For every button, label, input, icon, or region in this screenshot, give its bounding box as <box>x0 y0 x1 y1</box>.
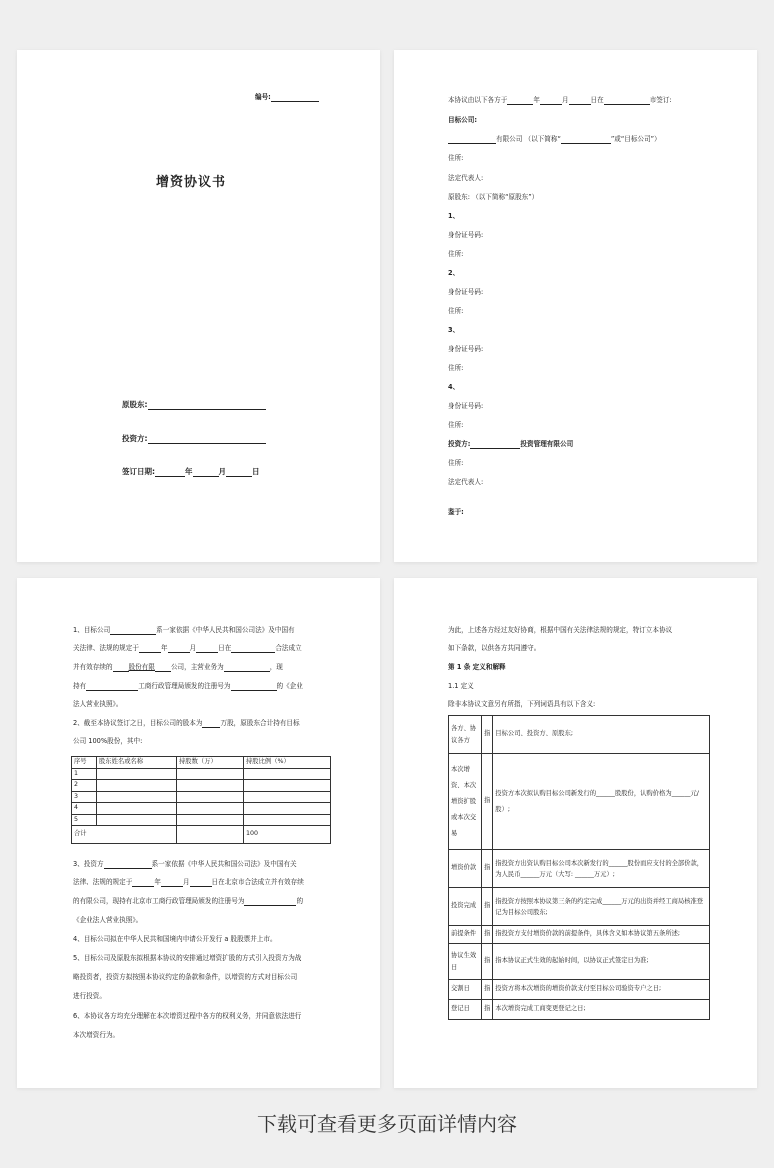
table-row <box>72 803 331 815</box>
recital-6-line: 本次增资行为。 <box>73 1031 120 1039</box>
investor-label: 投资方: <box>122 434 148 443</box>
recital-4-line: 4、目标公司拟在中华人民共和国境内申请公开发行 a 股股票并上市。 <box>73 935 277 943</box>
definition-meaning: 投资方本次拟认购目标公司新发行的______股股份，认购价格为______元/股）; <box>493 754 710 850</box>
target-company-alias: ”或“目标公司”） <box>610 135 661 143</box>
blank-line <box>507 96 533 105</box>
recital-3-line: 的有限公司，现持有北京市工商行政管理局颁发的注册号为 的 <box>73 897 304 905</box>
table-row <box>449 754 710 850</box>
blank-line <box>155 468 185 477</box>
blank-line <box>604 96 650 105</box>
definition-ref: 指 <box>482 1000 493 1020</box>
definition-meaning: 指投资方按照本协议第三条的约定完成______万元的出资并经工商局核准登记为目标公司股东; <box>493 888 710 926</box>
definitions-page <box>394 578 757 1088</box>
definition-ref: 指 <box>482 944 493 980</box>
table-row <box>449 944 710 980</box>
download-more-caption[interactable]: 下载可查看更多页面详情内容 <box>257 1112 517 1136</box>
definition-meaning: 本次增资完成工商变更登记之日; <box>493 1000 710 1020</box>
recital-3-line: 法律、法规的规定于 年 月 日在北京市合法成立并有效存续 <box>73 878 304 886</box>
residence-label: 住所: <box>448 364 464 372</box>
recital-3-line: 《企业法人营业执照》。 <box>73 916 143 924</box>
definition-ref: 指 <box>482 926 493 944</box>
definition-ref: 指 <box>482 716 493 754</box>
recital-5-line: 进行投资。 <box>73 992 106 1000</box>
definition-term: 登记日 <box>449 1000 482 1020</box>
table-header: 持股比例（%） <box>244 757 331 769</box>
recital-5-line: 略投资者，投资方拟按照本协议约定的条款和条件，以增资的方式对目标公司 <box>73 973 298 981</box>
table-row <box>72 768 331 780</box>
definition-term: 交割日 <box>449 980 482 1000</box>
sign-date-field <box>122 467 260 477</box>
target-company-text: 有限公司 （以下简称“ <box>496 135 561 143</box>
intro-year: 年 <box>533 96 540 104</box>
definition-term: 投资完成 <box>449 888 482 926</box>
blank-line <box>193 468 219 477</box>
table-cell: 1 <box>72 768 97 780</box>
blank-line <box>271 93 319 102</box>
preamble-line: 如下条款，以供各方共同遵守。 <box>448 644 541 652</box>
table-row <box>449 716 710 754</box>
recitals-page <box>17 578 380 1088</box>
table-cell: 2 <box>72 780 97 792</box>
definitions-intro: 除非本协议文意另有所指，下列词语具有以下含义: <box>448 700 596 708</box>
table-header: 持股数（万） <box>177 757 244 769</box>
month-label: 月 <box>218 467 226 476</box>
investor-field <box>122 434 266 444</box>
party-item-number: 1、 <box>448 212 460 220</box>
intro-day: 日在 <box>590 96 604 104</box>
blank-line <box>569 96 591 105</box>
blank-line <box>148 401 266 410</box>
investor-line <box>448 440 573 449</box>
number-field <box>255 93 319 102</box>
table-cell: 4 <box>72 803 97 815</box>
intro-month: 月 <box>561 96 569 104</box>
shareholder-table <box>71 756 331 844</box>
definition-term: 各方、协议各方 <box>449 716 482 754</box>
legal-rep-label: 法定代表人: <box>448 478 484 486</box>
residence-label: 住所: <box>448 154 464 162</box>
residence-label: 住所: <box>448 307 464 315</box>
table-total-label: 合计 <box>72 826 177 844</box>
blank-line <box>148 435 266 444</box>
blank-line <box>540 96 562 105</box>
whereas-label: 鉴于: <box>448 508 464 516</box>
definition-ref: 指 <box>482 850 493 888</box>
original-shareholder-label: 原股东: <box>122 400 148 409</box>
recital-1-line: 持有 工商行政管理局颁发的注册号为 的《企业 <box>73 682 303 690</box>
table-header: 股东姓名或名称 <box>97 757 177 769</box>
investor-label: 投资方: <box>448 440 471 448</box>
party-item-number: 3、 <box>448 326 460 334</box>
definition-meaning: 目标公司、投资方、原股东; <box>493 716 710 754</box>
table-total-value: 100 <box>244 826 331 844</box>
section-heading: 1.1 定义 <box>448 682 474 690</box>
definition-term: 增资价款 <box>449 850 482 888</box>
table-cell: 3 <box>72 791 97 803</box>
table-row <box>449 1000 710 1020</box>
id-number-label: 身份证号码: <box>448 345 484 353</box>
party-item-number: 2、 <box>448 269 460 277</box>
investor-company: 投资管理有限公司 <box>520 440 574 448</box>
recital-6-line: 6、本协议各方均充分理解在本次增资过程中各方的权利义务，并同意依法进行 <box>73 1012 302 1020</box>
definition-term: 前提条件 <box>449 926 482 944</box>
recital-1-line: 并有效存续的 股份有限 公司，主营业务为 ，现 <box>73 663 283 671</box>
blank-line <box>561 135 611 144</box>
table-row <box>449 850 710 888</box>
table-header-row <box>72 757 331 769</box>
table-header: 序号 <box>72 757 97 769</box>
sign-date-label: 签订日期: <box>122 467 155 476</box>
definition-meaning: 指投资方支付增资价款的前提条件，具体含义如本协议第五条所述; <box>493 926 710 944</box>
recital-1-line: 法人营业执照》。 <box>73 700 123 708</box>
recital-2-line: 2、截至本协议签订之日，目标公司的股本为 万股，原股东合计持有目标 <box>73 719 300 727</box>
number-label: 编号: <box>255 93 271 101</box>
blank-line <box>226 468 252 477</box>
recital-3-line: 3、投资方 系一家依据《中华人民共和国公司法》及中国有关 <box>73 860 297 868</box>
definition-meaning: 指本协议正式生效的起始时间，以协议正式签定日为准; <box>493 944 710 980</box>
recital-5-line: 5、目标公司及原股东拟根据本协议的安排通过增资扩股的方式引入投资方为战 <box>73 954 302 962</box>
document-title: 增资协议书 <box>156 175 227 190</box>
year-label: 年 <box>185 467 193 476</box>
preamble-line: 为此，上述各方经过友好协商，根据中国有关法律法规的规定，特订立本协议 <box>448 626 673 634</box>
day-label: 日 <box>252 467 260 476</box>
table-row <box>72 814 331 826</box>
legal-rep-label: 法定代表人: <box>448 174 484 182</box>
definition-ref: 指 <box>482 754 493 850</box>
recital-2-line: 公司 100%股份，其中: <box>73 737 143 745</box>
target-company-heading: 目标公司: <box>448 116 478 124</box>
recital-1-line: 1、目标公司 系一家依据《中华人民共和国公司法》及中国有 <box>73 626 295 634</box>
target-company-line <box>448 135 661 144</box>
table-row <box>72 780 331 792</box>
residence-label: 住所: <box>448 421 464 429</box>
definition-ref: 指 <box>482 980 493 1000</box>
definition-meaning: 投资方将本次增资的增资价款支付至目标公司验资专户之日; <box>493 980 710 1000</box>
definition-term: 协议生效日 <box>449 944 482 980</box>
party-item-number: 4、 <box>448 383 460 391</box>
definitions-table <box>448 715 710 1020</box>
article-heading: 第 1 条 定义和解释 <box>448 663 506 671</box>
table-row <box>449 926 710 944</box>
id-number-label: 身份证号码: <box>448 231 484 239</box>
residence-label: 住所: <box>448 250 464 258</box>
definition-term: 本次增资、本次增资扩股或本次交易 <box>449 754 482 850</box>
parties-page <box>394 50 757 562</box>
recital-1-line: 关法律、法规的规定于 年 月 日在 合法成立 <box>73 644 302 652</box>
intro-line <box>448 96 672 105</box>
table-cell: 5 <box>72 814 97 826</box>
definition-ref: 指 <box>482 888 493 926</box>
table-row <box>449 980 710 1000</box>
id-number-label: 身份证号码: <box>448 288 484 296</box>
table-row <box>72 791 331 803</box>
residence-label: 住所: <box>448 459 464 467</box>
definition-meaning: 指投资方出资认购目标公司本次新发行的______股份而应支付的全部价款，为人民币______万元（大写: ______万元）; <box>493 850 710 888</box>
table-total-row <box>72 826 331 844</box>
original-shareholder-field <box>122 400 266 410</box>
blank-line <box>470 440 520 449</box>
intro-text: 本协议由以下各方于 <box>448 96 508 104</box>
original-shareholder-line: 原股东: （以下简称“原股东”） <box>448 193 539 201</box>
id-number-label: 身份证号码: <box>448 402 484 410</box>
intro-city: 市签订: <box>649 96 672 104</box>
table-row <box>449 888 710 926</box>
blank-line <box>448 135 496 144</box>
cover-page <box>17 50 380 562</box>
